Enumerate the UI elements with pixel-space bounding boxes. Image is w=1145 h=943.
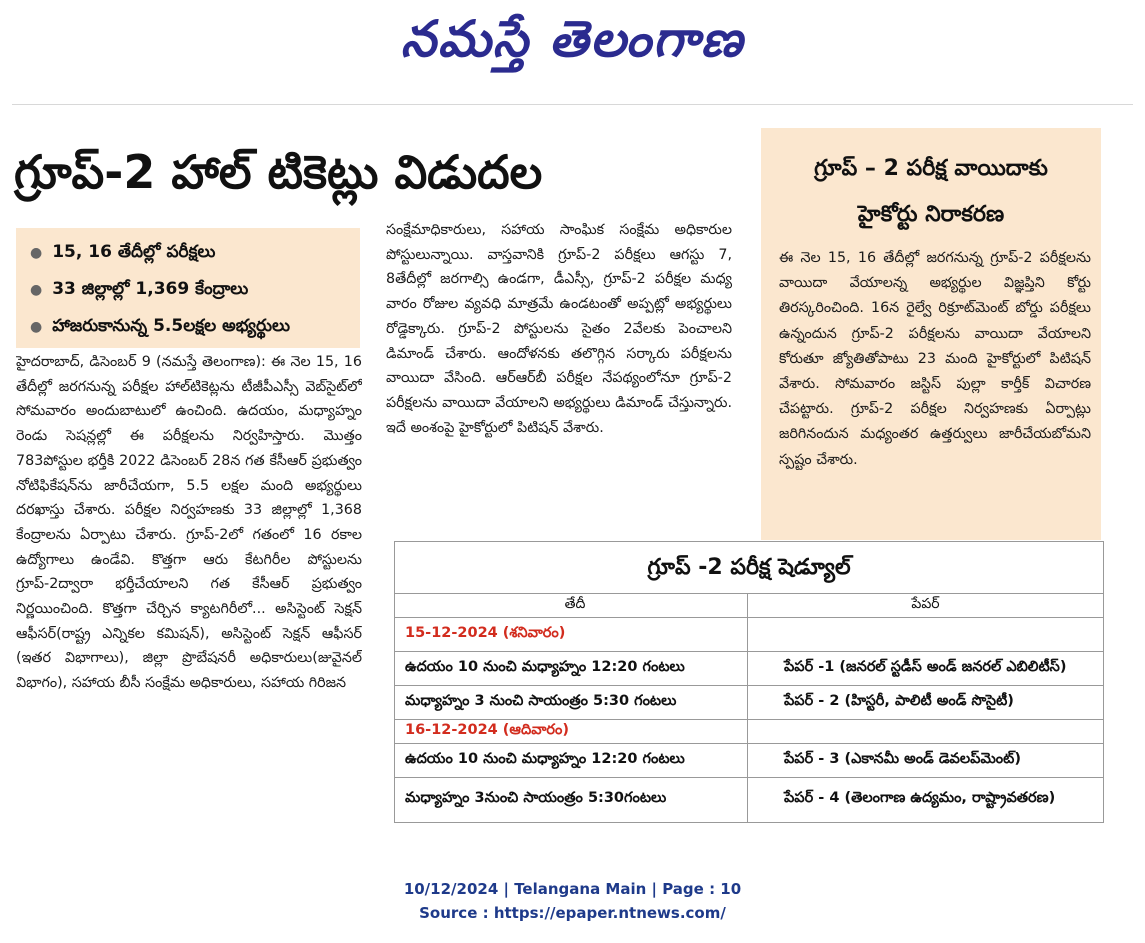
header-paper: పేపర్	[747, 594, 1103, 617]
table-row: మధ్యాహ్నం 3నుంచి సాయంత్రం 5:30గంటలు పేపర్ - 4 (తెలంగాణ ఉద్యమం, రాష్ట్రావతరణ)	[395, 778, 1103, 822]
highlights-box	[16, 228, 360, 348]
highlight-item: ● హాజరుకానున్న 5.5లక్షల అభ్యర్థులు	[30, 316, 290, 336]
schedule-date-row: 16-12-2024 (ఆదివారం)	[395, 720, 1103, 744]
sidebar-subtitle: హైకోర్టు నిరాకరణ	[857, 202, 1005, 227]
bullet-icon: ●	[30, 319, 43, 335]
footer-source: Source : https://epaper.ntnews.com/	[419, 904, 726, 922]
sidebar-title: గ్రూప్ – 2 పరీక్ష వాయిదాకు	[814, 156, 1048, 181]
article-column-1: హైదరాబాద్, డిసెంబర్ 9 (నమస్తే తెలంగాణ): ఈ నెల 15, 16 తేదీల్లో జరగనున్న పరీక్షల హాల్‌టికెట్లను టీజీపీఎస్సీ వెబ్‌సైట్‌లో సోమవారం అందుబాటులో ఉంచింది. ఉదయం, మధ్యాహ్నం రెండు సెషన్లల్లో ఈ పరీక్షలను నిర్వహిస్తారు. మొత్తం 783పోస్టుల భర్తీకి 2022 డిసెంబర్ 28న గత కేసీఆర్ ప్రభుత్వం నోటిఫికేషన్‌ను జారీచేయగా, 5.5 లక్షల మంది అభ్యర్థులు దరఖాస్తు చేశారు. పరీక్షల నిర్వహణకు 33 జిల్లాల్లో 1,368 కేంద్రాలను ఏర్పాటు చేశారు. గ్రూప్-2లో గతంలో 16 రకాల ఉద్యోగాలు ఉండేవి. కొత్తగా ఆరు కేటగిరీల పోస్టులను గ్రూప్-2ద్వారా భర్తీచేయాలని గత కేసీఆర్ ప్రభుత్వం నిర్ణయించింది. కొత్తగా చేర్చిన క్యాటగిరీలో... అసిస్టెంట్ సెక్షన్ ఆఫీసర్(రాష్ట్ర ఎన్నికల కమిషన్), అసిస్టెంట్ సెక్షన్ ఆఫీసర్ (ఇతర విభాగాలు), జిల్లా ప్రొబేషనరీ అధికారులు(జువైనల్ విభాగం), సహాయ బీసీ సంక్షేమ అధికారులు, సహాయ గిరిజన	[16, 354, 362, 692]
article-column-2: సంక్షేమాధికారులు, సహాయ సాంఘిక సంక్షేమ అధికారుల పోస్టులున్నాయి. వాస్తవానికి గ్రూప్-2 పరీక్షలు ఆగస్టు 7, 8తేదీల్లో జరగాల్సి ఉండగా, డీఎస్సీ, గ్రూప్-2 పరీక్షల మధ్య వారం రోజుల వ్యవధి మాత్రమే ఉండటంతో అప్పట్లో అభ్యర్థులు రోడ్డెక్కారు. గ్రూప్-2 పోస్టులను సైతం 2వేలకు పెంచాలని డిమాండ్ చేశారు. ఆందోళనకు తలొగ్గిన సర్కారు పరీక్షలను వాయిదా వేసింది. ఆర్ఆర్‌బీ పరీక్షల నేపథ్యంలోనూ గ్రూప్-2 పరీక్షలను వాయిదా వేయాలని అభ్యర్థులు డిమాండ్ చేస్తున్నారు. ఇదే అంశంపై హైకోర్టులో పిటిషన్ వేశారు.	[386, 222, 732, 436]
sidebar-body: ఈ నెల 15, 16 తేదీల్లో జరగనున్న గ్రూప్-2 పరీక్షలను వాయిదా వేయాలన్న అభ్యర్థుల విజ్ఞప్తిని కోర్టు తిరస్కరించింది. 16న రైల్వే రిక్రూట్‌మెంట్ బోర్డు పరీక్షలు ఉన్నందున గ్రూప్-2 పరీక్షలను వాయిదా వేయాలని కోరుతూ జ్యోతితోపాటు 23 మంది హైకోర్టులో పిటిషన్ వేశారు. సోమవారం జస్టిస్ పుల్లా కార్తీక్ విచారణ చేపట్టారు. గ్రూప్-2 పరీక్షల నిర్వహణకు ఏర్పాట్లు జరిగినందున మధ్యంతర ఉత్తర్వులు జారీచేయబోమని స్పష్టం చేశారు.	[779, 250, 1091, 468]
bullet-icon: ●	[30, 282, 43, 298]
masthead	[0, 0, 1145, 80]
masthead-logo: నమస్తే తెలంగాణ	[400, 9, 745, 68]
headline: గ్రూప్-2 హాల్ టికెట్లు విడుదల	[14, 145, 543, 199]
table-row: ఉదయం 10 నుంచి మధ్యాహ్నం 12:20 గంటలు పేపర్ - 3 (ఎకానమీ అండ్ డెవలప్‌మెంట్)	[395, 744, 1103, 778]
schedule-header-row	[395, 594, 1103, 618]
schedule-table	[394, 541, 1104, 823]
highlight-item: ● 33 జిల్లాల్లో 1,369 కేంద్రాలు	[30, 279, 249, 299]
sidebar-box	[761, 128, 1101, 540]
bullet-icon: ●	[30, 245, 43, 261]
schedule-title: గ్రూప్ -2 పరీక్ష షెడ్యూల్	[395, 542, 1103, 594]
table-row: ఉదయం 10 నుంచి మధ్యాహ్నం 12:20 గంటలు పేపర్ -1 (జనరల్ స్టడీస్ అండ్ జనరల్ ఎబిలిటీస్)	[395, 652, 1103, 686]
header-date: తేదీ	[564, 596, 586, 612]
schedule-date-row: 15-12-2024 (శనివారం)	[395, 618, 1103, 652]
footer-edition-info: 10/12/2024 | Telangana Main | Page : 10	[403, 880, 742, 898]
masthead-divider	[12, 104, 1133, 105]
highlight-item: ● 15, 16 తేదీల్లో పరీక్షలు	[30, 242, 216, 262]
table-row: మధ్యాహ్నం 3 నుంచి సాయంత్రం 5:30 గంటలు పేపర్ - 2 (హిస్టరీ, పాలిటీ అండ్ సొసైటీ)	[395, 686, 1103, 720]
